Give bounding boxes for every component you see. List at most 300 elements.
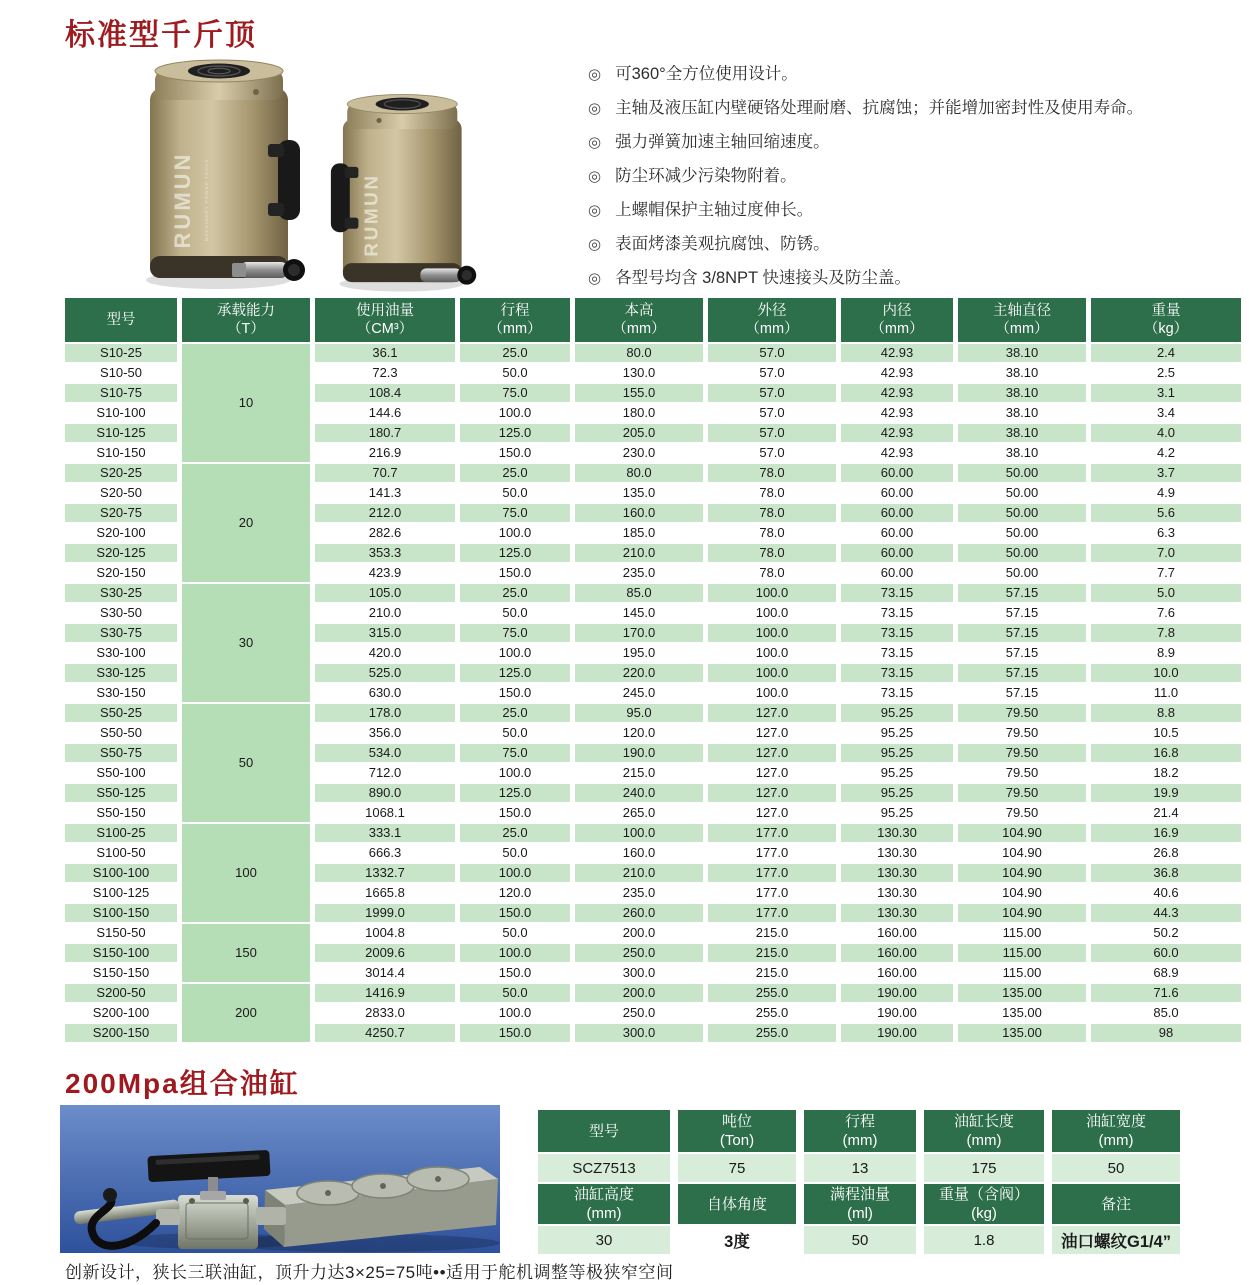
combo-photo-illustration bbox=[60, 1105, 500, 1253]
model-cell: S10-75 bbox=[65, 384, 177, 402]
data-cell: 25.0 bbox=[460, 584, 570, 602]
data-cell: 100.0 bbox=[460, 944, 570, 962]
capacity-cell: 100 bbox=[182, 824, 310, 922]
data-cell: 50.0 bbox=[502, 365, 528, 380]
col-header-oil-volume: 使用油量 （CM³） bbox=[315, 298, 455, 342]
data-cell: 78.0 bbox=[708, 544, 836, 562]
data-cell: 3.7 bbox=[1091, 464, 1241, 482]
data-cell: 210.0 bbox=[368, 605, 402, 620]
data-cell: 141.3 bbox=[368, 485, 402, 500]
data-cell: 79.50 bbox=[958, 704, 1086, 722]
ring-bullet-icon: ◎ bbox=[588, 100, 602, 117]
data-cell: 215.0 bbox=[755, 925, 789, 940]
capacity-cell: 20 bbox=[182, 464, 310, 582]
data-cell: 95.25 bbox=[880, 765, 914, 780]
data-cell: 104.90 bbox=[1002, 845, 1042, 860]
data-cell: 104.90 bbox=[1002, 885, 1042, 900]
data-cell: 79.50 bbox=[1005, 805, 1039, 820]
data-cell: 4.0 bbox=[1091, 424, 1241, 442]
model-cell: S30-150 bbox=[96, 685, 146, 700]
data-cell: 3.4 bbox=[1156, 405, 1176, 420]
spec-table-section bbox=[60, 296, 1246, 1044]
data-cell: 200.0 bbox=[622, 925, 656, 940]
data-cell: 127.0 bbox=[708, 744, 836, 762]
data-cell: 150.0 bbox=[498, 565, 532, 580]
model-cell: S10-25 bbox=[65, 344, 177, 362]
data-cell: 57.15 bbox=[958, 584, 1086, 602]
combo-header-cell: 满程油量 (ml) bbox=[804, 1184, 916, 1224]
model-cell: S100-25 bbox=[65, 824, 177, 842]
ring-bullet-icon: ◎ bbox=[588, 66, 602, 83]
data-cell: 50.0 bbox=[502, 845, 528, 860]
col-header-stroke: 行程 （mm） bbox=[460, 298, 570, 342]
data-cell: 180.7 bbox=[315, 424, 455, 442]
data-cell: 145.0 bbox=[622, 605, 656, 620]
combo-value-cell: 175 bbox=[924, 1154, 1044, 1182]
combo-table bbox=[530, 1108, 1188, 1256]
data-cell: 95.25 bbox=[880, 805, 914, 820]
data-cell: 18.2 bbox=[1153, 765, 1179, 780]
data-cell: 57.15 bbox=[1005, 685, 1039, 700]
data-cell: 100.0 bbox=[708, 624, 836, 642]
data-cell: 300.0 bbox=[622, 965, 656, 980]
data-cell: 4.9 bbox=[1156, 485, 1176, 500]
data-cell: 50.0 bbox=[502, 925, 528, 940]
data-cell: 100.0 bbox=[498, 1005, 532, 1020]
data-cell: 25.0 bbox=[460, 344, 570, 362]
data-cell: 60.00 bbox=[880, 485, 914, 500]
combo-value-cell: 50 bbox=[1052, 1154, 1180, 1182]
data-cell: 250.0 bbox=[575, 944, 703, 962]
data-cell: 260.0 bbox=[575, 904, 703, 922]
data-cell: 70.7 bbox=[315, 464, 455, 482]
data-cell: 127.0 bbox=[755, 765, 789, 780]
data-cell: 150.0 bbox=[498, 965, 532, 980]
data-cell: 16.9 bbox=[1091, 824, 1241, 842]
data-cell: 255.0 bbox=[708, 1024, 836, 1042]
data-cell: 38.10 bbox=[1005, 405, 1039, 420]
combo-header-cell: 型号 bbox=[538, 1110, 670, 1152]
data-cell: 85.0 bbox=[575, 584, 703, 602]
model-cell: S50-100 bbox=[96, 765, 146, 780]
data-cell: 250.0 bbox=[622, 1005, 656, 1020]
data-cell: 185.0 bbox=[622, 525, 656, 540]
data-cell: 180.0 bbox=[622, 405, 656, 420]
data-cell: 57.15 bbox=[958, 624, 1086, 642]
data-cell: 1332.7 bbox=[315, 864, 455, 882]
data-cell: 75.0 bbox=[460, 504, 570, 522]
data-cell: 1999.0 bbox=[315, 904, 455, 922]
table-row bbox=[65, 344, 1241, 362]
model-cell: S20-25 bbox=[65, 464, 177, 482]
data-cell: 16.8 bbox=[1091, 744, 1241, 762]
model-cell: S50-75 bbox=[65, 744, 177, 762]
data-cell: 100.0 bbox=[708, 584, 836, 602]
data-cell: 4.2 bbox=[1156, 445, 1176, 460]
col-header-outer-dia: 外径 （mm） bbox=[708, 298, 836, 342]
col-header-inner-dia: 内径 （mm） bbox=[841, 298, 953, 342]
data-cell: 170.0 bbox=[575, 624, 703, 642]
model-cell: S50-150 bbox=[96, 805, 146, 820]
data-cell: 160.00 bbox=[877, 965, 917, 980]
capacity-cell: 200 bbox=[182, 984, 310, 1042]
data-cell: 315.0 bbox=[315, 624, 455, 642]
data-cell: 1416.9 bbox=[315, 984, 455, 1002]
data-cell: 160.00 bbox=[877, 925, 917, 940]
data-cell: 26.8 bbox=[1153, 845, 1179, 860]
data-cell: 115.00 bbox=[958, 944, 1086, 962]
data-cell: 98 bbox=[1091, 1024, 1241, 1042]
data-cell: 130.30 bbox=[841, 904, 953, 922]
feature-text: 各型号均含 3/8NPT 快速接头及防尘盖。 bbox=[615, 269, 911, 287]
combo-header-cell: 吨位 (Ton) bbox=[678, 1110, 796, 1152]
data-cell: 7.6 bbox=[1156, 605, 1176, 620]
table-row bbox=[65, 584, 1241, 602]
data-cell: 100.0 bbox=[498, 405, 532, 420]
data-cell: 356.0 bbox=[368, 725, 402, 740]
feature-item bbox=[588, 200, 1248, 221]
data-cell: 130.30 bbox=[877, 885, 917, 900]
data-cell: 85.0 bbox=[1153, 1005, 1179, 1020]
capacity-cell: 10 bbox=[182, 344, 310, 462]
feature-item bbox=[588, 64, 1248, 85]
data-cell: 212.0 bbox=[315, 504, 455, 522]
data-cell: 104.90 bbox=[958, 864, 1086, 882]
data-cell: 220.0 bbox=[575, 664, 703, 682]
data-cell: 3.1 bbox=[1091, 384, 1241, 402]
data-cell: 95.25 bbox=[841, 744, 953, 762]
data-cell: 120.0 bbox=[498, 885, 532, 900]
data-cell: 79.50 bbox=[1005, 725, 1039, 740]
data-cell: 11.0 bbox=[1153, 685, 1179, 700]
data-cell: 42.93 bbox=[841, 344, 953, 362]
data-cell: 78.0 bbox=[759, 565, 785, 580]
data-cell: 135.00 bbox=[1002, 1005, 1042, 1020]
combo-value-cell: 油口螺纹G1/4” bbox=[1052, 1226, 1180, 1254]
data-cell: 630.0 bbox=[368, 685, 402, 700]
data-cell: 60.00 bbox=[880, 525, 914, 540]
feature-text: 可360°全方位使用设计。 bbox=[615, 65, 798, 83]
feature-item bbox=[588, 166, 1248, 187]
data-cell: 135.0 bbox=[622, 485, 656, 500]
col-header-capacity: 承载能力 （T） bbox=[182, 298, 310, 342]
ring-bullet-icon: ◎ bbox=[588, 134, 602, 151]
data-cell: 50.2 bbox=[1153, 925, 1179, 940]
data-cell: 73.15 bbox=[841, 584, 953, 602]
col-header-height: 本高 （mm） bbox=[575, 298, 703, 342]
table-row bbox=[65, 824, 1241, 842]
combo-header-cell: 油缸宽度 (mm) bbox=[1052, 1110, 1180, 1152]
model-cell: S100-50 bbox=[96, 845, 146, 860]
model-cell: S10-50 bbox=[100, 365, 142, 380]
model-cell: S50-25 bbox=[65, 704, 177, 722]
data-cell: 125.0 bbox=[460, 544, 570, 562]
data-cell: 42.93 bbox=[841, 384, 953, 402]
data-cell: 2009.6 bbox=[315, 944, 455, 962]
data-cell: 100.0 bbox=[460, 864, 570, 882]
data-cell: 130.30 bbox=[841, 864, 953, 882]
data-cell: 50.0 bbox=[502, 725, 528, 740]
combo-table-section bbox=[530, 1108, 1188, 1256]
data-cell: 105.0 bbox=[315, 584, 455, 602]
data-cell: 57.0 bbox=[708, 384, 836, 402]
data-cell: 423.9 bbox=[368, 565, 402, 580]
data-cell: 2833.0 bbox=[365, 1005, 405, 1020]
feature-text: 表面烤漆美观抗腐蚀、防锈。 bbox=[615, 235, 830, 253]
data-cell: 216.9 bbox=[368, 445, 402, 460]
data-cell: 115.00 bbox=[1002, 965, 1042, 980]
data-cell: 40.6 bbox=[1153, 885, 1179, 900]
data-cell: 125.0 bbox=[460, 784, 570, 802]
capacity-cell: 30 bbox=[182, 584, 310, 702]
data-cell: 127.0 bbox=[755, 725, 789, 740]
data-cell: 255.0 bbox=[755, 1005, 789, 1020]
ring-bullet-icon: ◎ bbox=[588, 270, 602, 287]
data-cell: 215.0 bbox=[708, 944, 836, 962]
model-cell: S20-50 bbox=[100, 485, 142, 500]
combo-value-cell: 13 bbox=[804, 1154, 916, 1182]
model-cell: S10-150 bbox=[96, 445, 146, 460]
data-cell: 42.93 bbox=[880, 405, 914, 420]
data-cell: 25.0 bbox=[460, 824, 570, 842]
model-cell: S10-125 bbox=[65, 424, 177, 442]
data-cell: 104.90 bbox=[958, 824, 1086, 842]
data-cell: 177.0 bbox=[708, 864, 836, 882]
model-cell: S100-100 bbox=[65, 864, 177, 882]
data-cell: 95.0 bbox=[575, 704, 703, 722]
data-cell: 38.10 bbox=[958, 384, 1086, 402]
data-cell: 108.4 bbox=[315, 384, 455, 402]
data-cell: 8.8 bbox=[1091, 704, 1241, 722]
col-header-model: 型号 bbox=[65, 298, 177, 342]
data-cell: 210.0 bbox=[575, 864, 703, 882]
data-cell: 80.0 bbox=[575, 464, 703, 482]
data-cell: 130.30 bbox=[841, 824, 953, 842]
data-cell: 6.3 bbox=[1156, 525, 1176, 540]
data-cell: 127.0 bbox=[708, 784, 836, 802]
data-cell: 144.6 bbox=[368, 405, 402, 420]
ring-bullet-icon: ◎ bbox=[588, 168, 602, 185]
data-cell: 205.0 bbox=[575, 424, 703, 442]
ring-bullet-icon: ◎ bbox=[588, 236, 602, 253]
jack-photo-illustration bbox=[128, 50, 528, 294]
capacity-cell: 50 bbox=[182, 704, 310, 822]
combo-row bbox=[538, 1154, 1180, 1182]
data-cell: 73.15 bbox=[880, 685, 914, 700]
data-cell: 1068.1 bbox=[365, 805, 405, 820]
brand-sub: MACHINERY POWER TOOLS bbox=[204, 158, 209, 242]
data-cell: 5.6 bbox=[1091, 504, 1241, 522]
data-cell: 420.0 bbox=[368, 645, 402, 660]
data-cell: 160.0 bbox=[575, 504, 703, 522]
data-cell: 73.15 bbox=[841, 664, 953, 682]
data-cell: 1665.8 bbox=[365, 885, 405, 900]
data-cell: 100.0 bbox=[755, 645, 789, 660]
data-cell: 177.0 bbox=[755, 885, 789, 900]
data-cell: 60.00 bbox=[841, 464, 953, 482]
model-cell: S100-150 bbox=[65, 904, 177, 922]
data-cell: 5.0 bbox=[1091, 584, 1241, 602]
table-row bbox=[65, 464, 1241, 482]
model-cell: S200-100 bbox=[92, 1005, 150, 1020]
data-cell: 57.15 bbox=[1005, 605, 1039, 620]
feature-text: 防尘环减少污染物附着。 bbox=[615, 167, 797, 185]
data-cell: 130.0 bbox=[622, 365, 656, 380]
data-cell: 75.0 bbox=[460, 384, 570, 402]
data-cell: 127.0 bbox=[755, 805, 789, 820]
data-cell: 75.0 bbox=[460, 744, 570, 762]
data-cell: 130.30 bbox=[877, 845, 917, 860]
data-cell: 10.0 bbox=[1091, 664, 1241, 682]
data-cell: 57.15 bbox=[958, 664, 1086, 682]
spec-table bbox=[60, 296, 1246, 1044]
combo-value-cell: 3度 bbox=[678, 1226, 796, 1254]
data-cell: 7.0 bbox=[1091, 544, 1241, 562]
data-cell: 127.0 bbox=[708, 704, 836, 722]
col-header-weight: 重量 （kg） bbox=[1091, 298, 1241, 342]
data-cell: 50.00 bbox=[1005, 525, 1039, 540]
data-cell: 78.0 bbox=[759, 525, 785, 540]
data-cell: 104.90 bbox=[958, 904, 1086, 922]
data-cell: 155.0 bbox=[575, 384, 703, 402]
data-cell: 115.00 bbox=[1002, 925, 1042, 940]
combo-value-cell: 75 bbox=[678, 1154, 796, 1182]
data-cell: 235.0 bbox=[622, 885, 656, 900]
data-cell: 100.0 bbox=[575, 824, 703, 842]
data-cell: 160.00 bbox=[841, 944, 953, 962]
data-cell: 190.00 bbox=[841, 984, 953, 1002]
model-cell: S20-75 bbox=[65, 504, 177, 522]
page-title: 标准型千斤顶 bbox=[65, 19, 257, 52]
data-cell: 666.3 bbox=[368, 845, 402, 860]
data-cell: 38.10 bbox=[958, 424, 1086, 442]
data-cell: 100.0 bbox=[498, 765, 532, 780]
model-cell: S20-100 bbox=[96, 525, 146, 540]
combo-row bbox=[538, 1110, 1180, 1152]
combo-value-cell: SCZ7513 bbox=[538, 1154, 670, 1182]
data-cell: 534.0 bbox=[315, 744, 455, 762]
col-header-spindle-dia: 主轴直径 （mm） bbox=[958, 298, 1086, 342]
data-cell: 178.0 bbox=[315, 704, 455, 722]
data-cell: 135.00 bbox=[958, 984, 1086, 1002]
model-cell: S200-150 bbox=[65, 1024, 177, 1042]
data-cell: 177.0 bbox=[755, 845, 789, 860]
combo-cylinder-photo bbox=[60, 1105, 500, 1253]
data-cell: 125.0 bbox=[460, 424, 570, 442]
data-cell: 79.50 bbox=[958, 744, 1086, 762]
model-cell: S30-25 bbox=[65, 584, 177, 602]
combo-header-cell: 油缸高度 (mm) bbox=[538, 1184, 670, 1224]
data-cell: 177.0 bbox=[708, 904, 836, 922]
data-cell: 10.5 bbox=[1153, 725, 1179, 740]
data-cell: 19.9 bbox=[1091, 784, 1241, 802]
data-cell: 265.0 bbox=[622, 805, 656, 820]
data-cell: 210.0 bbox=[575, 544, 703, 562]
feature-item bbox=[588, 132, 1248, 153]
feature-text: 主轴及液压缸内壁硬铬处理耐磨、抗腐蚀；并能增加密封性及使用寿命。 bbox=[615, 99, 1144, 117]
brand-logo: RUMUN bbox=[361, 173, 383, 257]
combo-header-cell: 油缸长度 (mm) bbox=[924, 1110, 1044, 1152]
data-cell: 44.3 bbox=[1091, 904, 1241, 922]
data-cell: 890.0 bbox=[315, 784, 455, 802]
data-cell: 57.0 bbox=[708, 424, 836, 442]
data-cell: 38.10 bbox=[1005, 365, 1039, 380]
data-cell: 100.0 bbox=[755, 685, 789, 700]
data-cell: 190.00 bbox=[877, 1005, 917, 1020]
data-cell: 100.0 bbox=[708, 664, 836, 682]
data-cell: 50.0 bbox=[502, 605, 528, 620]
data-cell: 353.3 bbox=[315, 544, 455, 562]
model-cell: S30-100 bbox=[96, 645, 146, 660]
data-cell: 73.15 bbox=[880, 645, 914, 660]
data-cell: 50.00 bbox=[958, 504, 1086, 522]
model-cell: S150-50 bbox=[96, 925, 146, 940]
data-cell: 21.4 bbox=[1153, 805, 1179, 820]
data-cell: 50.00 bbox=[958, 544, 1086, 562]
data-cell: 160.0 bbox=[622, 845, 656, 860]
model-cell: S30-75 bbox=[65, 624, 177, 642]
feature-item bbox=[588, 268, 1248, 289]
data-cell: 50.00 bbox=[958, 464, 1086, 482]
combo-row bbox=[538, 1184, 1180, 1224]
jack-photos bbox=[128, 50, 528, 294]
data-cell: 36.8 bbox=[1091, 864, 1241, 882]
data-cell: 42.93 bbox=[841, 424, 953, 442]
data-cell: 195.0 bbox=[622, 645, 656, 660]
model-cell: S20-125 bbox=[65, 544, 177, 562]
table-row bbox=[65, 924, 1241, 942]
data-cell: 25.0 bbox=[460, 704, 570, 722]
data-cell: 36.1 bbox=[315, 344, 455, 362]
spec-header-row bbox=[65, 298, 1241, 342]
data-cell: 333.1 bbox=[315, 824, 455, 842]
feature-item bbox=[588, 98, 1248, 119]
data-cell: 150.0 bbox=[498, 805, 532, 820]
data-cell: 68.9 bbox=[1153, 965, 1179, 980]
data-cell: 525.0 bbox=[315, 664, 455, 682]
data-cell: 150.0 bbox=[460, 1024, 570, 1042]
data-cell: 255.0 bbox=[708, 984, 836, 1002]
data-cell: 150.0 bbox=[498, 685, 532, 700]
data-cell: 42.93 bbox=[880, 445, 914, 460]
jack-large bbox=[146, 60, 305, 289]
data-cell: 50.0 bbox=[460, 984, 570, 1002]
data-cell: 100.0 bbox=[498, 525, 532, 540]
data-cell: 79.50 bbox=[1005, 765, 1039, 780]
combo-row bbox=[538, 1226, 1180, 1254]
data-cell: 100.0 bbox=[755, 605, 789, 620]
data-cell: 2.5 bbox=[1156, 365, 1176, 380]
data-cell: 72.3 bbox=[372, 365, 398, 380]
table-row bbox=[65, 704, 1241, 722]
data-cell: 150.0 bbox=[460, 904, 570, 922]
data-cell: 60.0 bbox=[1091, 944, 1241, 962]
feature-item bbox=[588, 234, 1248, 255]
data-cell: 190.0 bbox=[575, 744, 703, 762]
combo-value-cell: 1.8 bbox=[924, 1226, 1044, 1254]
data-cell: 245.0 bbox=[622, 685, 656, 700]
data-cell: 38.10 bbox=[1005, 445, 1039, 460]
data-cell: 95.25 bbox=[841, 704, 953, 722]
data-cell: 282.6 bbox=[368, 525, 402, 540]
data-cell: 60.00 bbox=[841, 504, 953, 522]
data-cell: 73.15 bbox=[880, 605, 914, 620]
data-cell: 95.25 bbox=[841, 784, 953, 802]
data-cell: 120.0 bbox=[622, 725, 656, 740]
data-cell: 7.8 bbox=[1091, 624, 1241, 642]
data-cell: 8.9 bbox=[1156, 645, 1176, 660]
model-cell: S50-50 bbox=[100, 725, 142, 740]
